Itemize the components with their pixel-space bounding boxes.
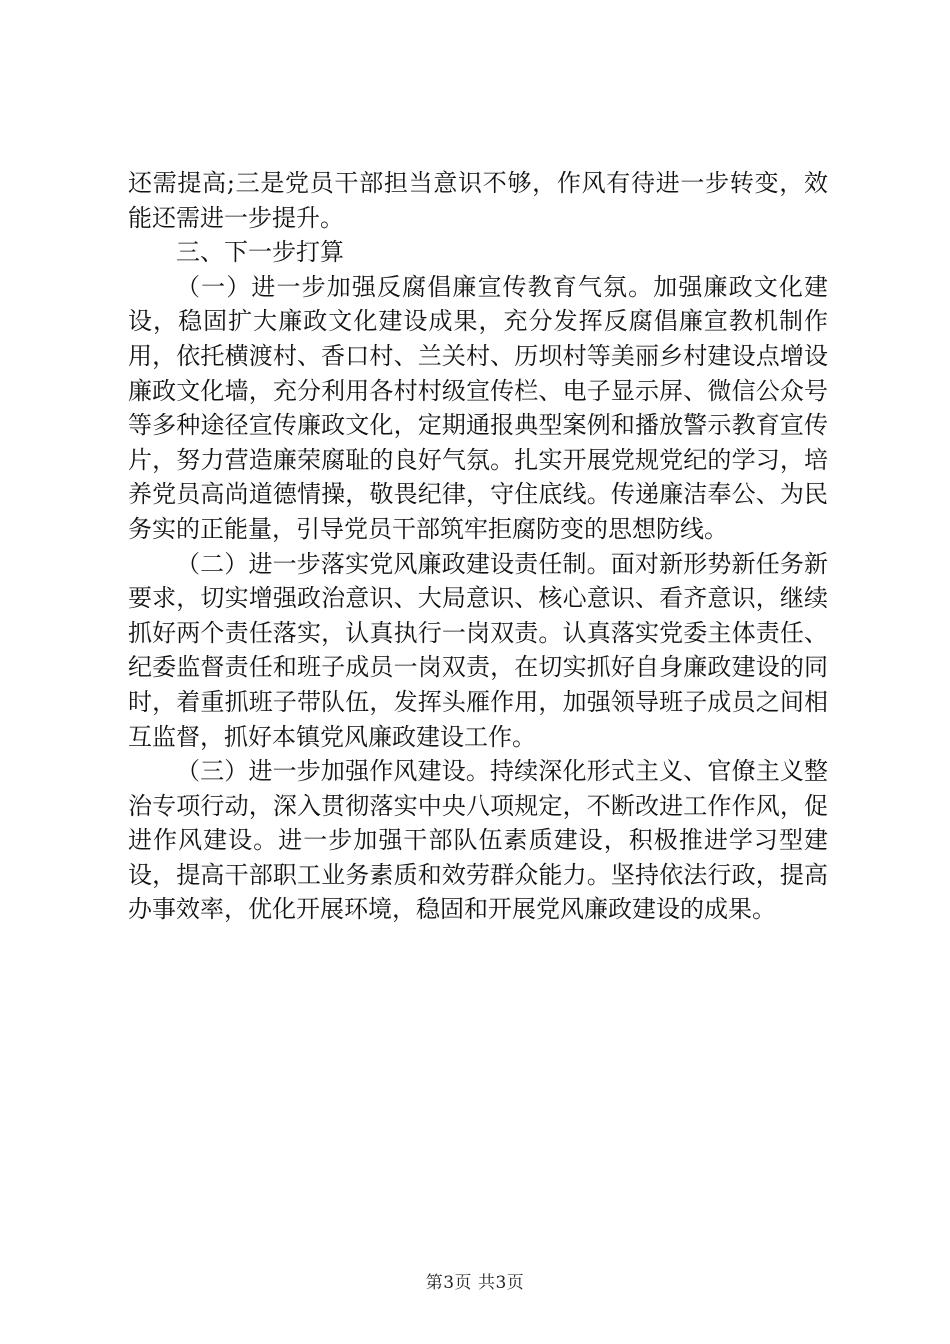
page-number-label: 第3页 共3页: [425, 1273, 525, 1293]
document-body: [128, 166, 828, 927]
paragraph-item-1: （一）进一步加强反腐倡廉宣传教育气氛。加强廉政文化建设，稳固扩大廉政文化建设成果，充分发挥反腐倡廉宣教机制作用，依托横渡村、香口村、兰关村、历坝村等美丽乡村建设点增设廉政文化墙，充分利用各村村级宣传栏、电子显示屏、微信公众号等多种途径宣传廉政文化，定期通报典型案例和播放警示教育宣传片，努力营造廉荣腐耻的良好气氛。扎实开展党规党纪的学习，培养党员高尚道德情操，敬畏纪律，守住底线。传递廉洁奉公、为民务实的正能量，引导党员干部筑牢拒腐防变的思想防线。: [128, 272, 828, 543]
paragraph-continuation: 还需提高;三是党员干部担当意识不够，作风有待进一步转变，效能还需进一步提升。: [128, 169, 828, 232]
paragraph-item-3: （三）进一步加强作风建设。持续深化形式主义、官僚主义整治专项行动，深入贯彻落实中央八项规定，不断改进工作作风，促进作风建设。进一步加强干部队伍素质建设，积极推进学习型建设，提高干部职工业务素质和效劳群众能力。坚持依法行政，提高办事效率，优化开展环境，稳固和开展党风廉政建设的成果。: [128, 757, 828, 924]
paragraph-item-2: （二）进一步落实党风廉政建设责任制。面对新形势新任务新要求，切实增强政治意识、大局意识、核心意识、看齐意识，继续抓好两个责任落实，认真执行一岗双责。认真落实党委主体责任、纪委监督责任和班子成员一岗双责，在切实抓好自身廉政建设的同时，着重抓班子带队伍，发挥头雁作用，加强领导班子成员之间相互监督，抓好本镇党风廉政建设工作。: [128, 549, 828, 751]
page-footer: [0, 1268, 950, 1293]
section-heading: 三、下一步打算: [176, 238, 344, 267]
